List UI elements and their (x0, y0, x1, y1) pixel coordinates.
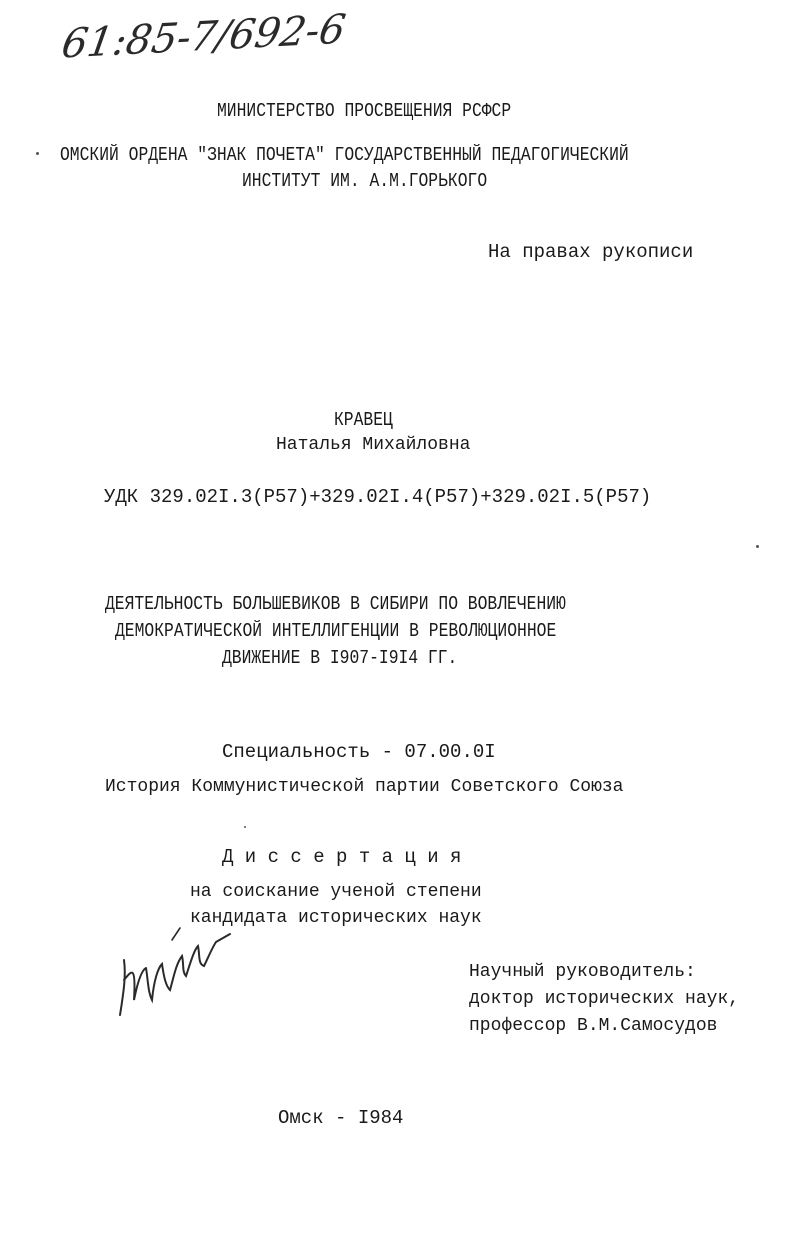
supervisor-name: профессор В.М.Самосудов (469, 1016, 718, 1036)
udc-code: УДК 329.02I.3(Р57)+329.02I.4(Р57)+329.02I.5(Р57) (104, 486, 652, 508)
dissertation-title-line3: ДВИЖЕНИЕ В I907-I9I4 ГГ. (222, 647, 458, 669)
dissertation-label: Д и с с е р т а ц и я (222, 846, 462, 868)
archive-code-handwritten: 61:85-7/692-6 (58, 6, 349, 68)
dissertation-title-line1: ДЕЯТЕЛЬНОСТЬ БОЛЬШЕВИКОВ В СИБИРИ ПО ВОВЛЕЧЕНИЮ (105, 593, 566, 615)
scan-speck (756, 545, 759, 548)
specialty-name: История Коммунистической партии Советского Союза (105, 777, 624, 797)
author-signature (112, 920, 232, 1030)
scan-speck (36, 152, 39, 155)
rights-note: На правах рукописи (488, 241, 694, 263)
institute-heading-line2: ИНСТИТУТ ИМ. А.М.ГОРЬКОГО (242, 170, 488, 192)
ministry-heading: МИНИСТЕРСТВО ПРОСВЕЩЕНИЯ РСФСР (217, 100, 512, 122)
supervisor-label: Научный руководитель: (469, 962, 696, 982)
dissertation-title-line2: ДЕМОКРАТИЧЕСКОЙ ИНТЕЛЛИГЕНЦИИ В РЕВОЛЮЦИОННОЕ (115, 620, 557, 642)
author-given-names: Наталья Михайловна (276, 435, 471, 455)
dissertation-purpose-line1: на соискание ученой степени (190, 882, 482, 902)
place-year: Омск - I984 (278, 1107, 404, 1129)
specialty-code: Специальность - 07.00.0I (222, 741, 496, 763)
supervisor-degree: доктор исторических наук, (469, 989, 740, 1009)
author-surname: КРАВЕЦ (334, 409, 393, 431)
institute-heading-line1: ОМСКИЙ ОРДЕНА "ЗНАК ПОЧЕТА" ГОСУДАРСТВЕННЫЙ ПЕДАГОГИЧЕСКИЙ (60, 144, 629, 166)
scan-speck (244, 826, 246, 828)
dissertation-purpose-line2: кандидата исторических наук (190, 908, 482, 928)
